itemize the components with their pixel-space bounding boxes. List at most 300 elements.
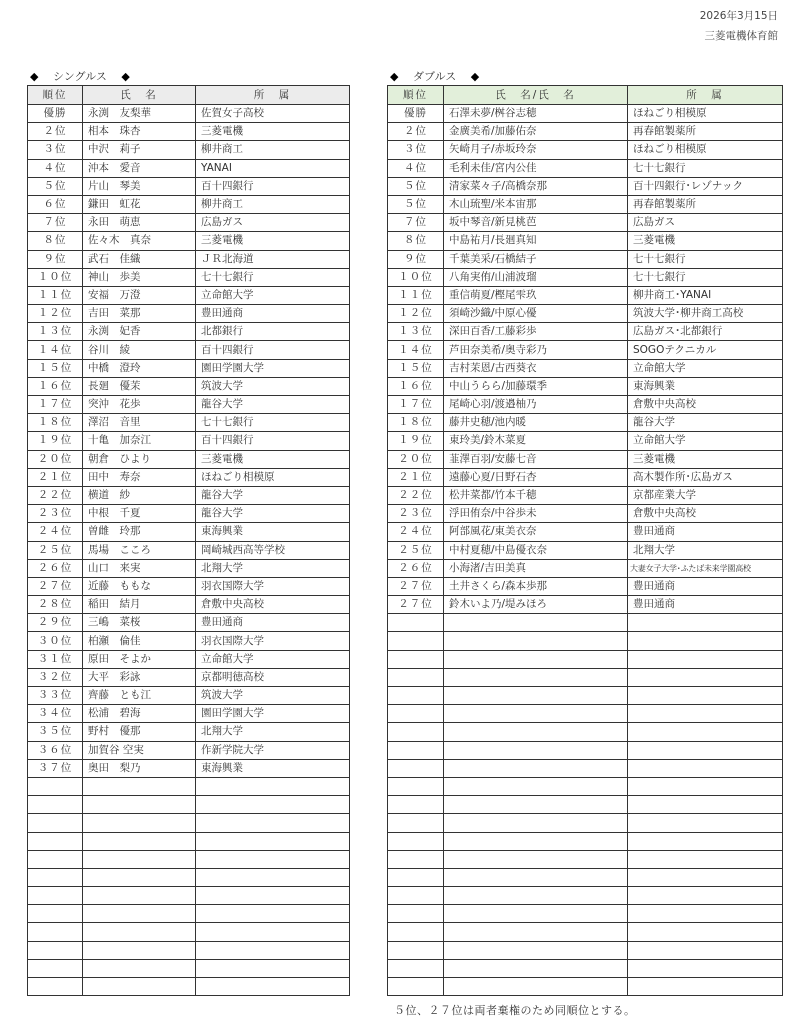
table-row — [28, 523, 350, 541]
table-row — [388, 468, 783, 486]
cell-name: 武石 佳織 — [83, 250, 196, 268]
cell-affiliation: 北都銀行 — [196, 323, 350, 341]
table-row — [388, 432, 783, 450]
cell-name — [83, 814, 196, 832]
cell-rank: ２２位 — [28, 486, 83, 504]
empty-row — [28, 850, 350, 868]
empty-row — [28, 941, 350, 959]
cell-name: 阿部風花/東美衣奈 — [444, 523, 628, 541]
cell-name: 須崎沙織/中原心優 — [444, 305, 628, 323]
cell-rank: ３２位 — [28, 668, 83, 686]
singles-section-title — [30, 68, 130, 84]
cell-rank — [28, 796, 83, 814]
cell-affiliation: 筑波大学 — [196, 377, 350, 395]
cell-affiliation: 広島ガス — [196, 214, 350, 232]
cell-affiliation: 三菱電機 — [196, 232, 350, 250]
empty-row — [388, 814, 783, 832]
cell-rank — [388, 814, 444, 832]
empty-row — [388, 723, 783, 741]
table-row — [28, 195, 350, 213]
cell-affiliation: 豊田通商 — [628, 596, 783, 614]
cell-rank — [28, 868, 83, 886]
cell-name: 尾崎心羽/渡邉柚乃 — [444, 396, 628, 414]
cell-affiliation: 龍谷大学 — [196, 505, 350, 523]
cell-name: 田中 寿奈 — [83, 468, 196, 486]
cell-rank: １４位 — [388, 341, 444, 359]
cell-name: 鎌田 虹花 — [83, 195, 196, 213]
cell-name — [444, 614, 628, 632]
empty-row — [28, 887, 350, 905]
table-row — [388, 105, 783, 123]
table-row — [28, 359, 350, 377]
cell-rank: １８位 — [28, 414, 83, 432]
diamond-icon: ◆ — [390, 70, 399, 83]
cell-name — [444, 959, 628, 977]
cell-rank — [388, 741, 444, 759]
cell-rank: ３０位 — [28, 632, 83, 650]
cell-affiliation: 豊田通商 — [196, 305, 350, 323]
empty-row — [388, 978, 783, 996]
cell-name: 長廻 優茉 — [83, 377, 196, 395]
cell-name — [444, 941, 628, 959]
cell-affiliation — [196, 796, 350, 814]
cell-name — [444, 687, 628, 705]
cell-name: 横道 紗 — [83, 486, 196, 504]
cell-name: 加賀谷 空実 — [83, 741, 196, 759]
table-row — [388, 396, 783, 414]
table-row — [28, 632, 350, 650]
cell-name: 柏瀬 倫佳 — [83, 632, 196, 650]
table-row — [28, 105, 350, 123]
cell-name: 中山うらら/加藤環季 — [444, 377, 628, 395]
empty-row — [388, 632, 783, 650]
cell-rank: １５位 — [388, 359, 444, 377]
cell-name — [444, 905, 628, 923]
cell-affiliation — [196, 850, 350, 868]
cell-affiliation — [628, 887, 783, 905]
cell-name — [444, 668, 628, 686]
cell-affiliation: 三菱電機 — [628, 450, 783, 468]
cell-name: 奥田 梨乃 — [83, 759, 196, 777]
cell-affiliation: 龍谷大学 — [628, 414, 783, 432]
cell-rank: 優勝 — [28, 105, 83, 123]
table-row — [28, 450, 350, 468]
cell-rank — [388, 777, 444, 795]
cell-rank — [388, 723, 444, 741]
cell-name: 土井さくら/森本歩那 — [444, 577, 628, 595]
cell-name: 突沖 花歩 — [83, 396, 196, 414]
column-header-name: 氏 名 — [83, 86, 196, 105]
cell-affiliation — [196, 814, 350, 832]
table-row — [388, 177, 783, 195]
cell-name — [444, 723, 628, 741]
cell-affiliation — [196, 777, 350, 795]
cell-rank: ５位 — [388, 195, 444, 213]
cell-name: 中村夏穂/中島優衣奈 — [444, 541, 628, 559]
cell-name: 稲田 結月 — [83, 596, 196, 614]
table-row — [28, 377, 350, 395]
cell-name: 深田百香/工藤彩歩 — [444, 323, 628, 341]
cell-rank: ８位 — [28, 232, 83, 250]
cell-rank: ３６位 — [28, 741, 83, 759]
cell-name: 石澤未夢/桝谷志穂 — [444, 105, 628, 123]
diamond-icon: ◆ — [121, 70, 130, 83]
cell-name — [83, 905, 196, 923]
cell-rank — [388, 850, 444, 868]
cell-affiliation — [196, 923, 350, 941]
cell-affiliation — [628, 978, 783, 996]
cell-rank — [28, 923, 83, 941]
cell-name: 東玲美/鈴木菜夏 — [444, 432, 628, 450]
cell-rank: ９位 — [388, 250, 444, 268]
cell-affiliation — [628, 650, 783, 668]
cell-name — [83, 796, 196, 814]
table-row — [388, 377, 783, 395]
cell-rank: ２位 — [28, 123, 83, 141]
cell-rank — [388, 687, 444, 705]
cell-rank: １３位 — [388, 323, 444, 341]
cell-name: 永渕 妃香 — [83, 323, 196, 341]
cell-name: 相本 珠杏 — [83, 123, 196, 141]
cell-affiliation: 佐賀女子高校 — [196, 105, 350, 123]
cell-name: 山口 来実 — [83, 559, 196, 577]
table-row — [28, 468, 350, 486]
cell-rank — [388, 668, 444, 686]
cell-affiliation: 東海興業 — [628, 377, 783, 395]
cell-rank — [28, 814, 83, 832]
cell-name — [444, 832, 628, 850]
cell-affiliation: 岡崎城西高等学校 — [196, 541, 350, 559]
table-row — [388, 559, 783, 577]
empty-row — [388, 759, 783, 777]
cell-affiliation: 羽衣国際大学 — [196, 632, 350, 650]
empty-row — [28, 923, 350, 941]
cell-name: 三嶋 菜桜 — [83, 614, 196, 632]
cell-rank — [388, 705, 444, 723]
cell-rank — [388, 887, 444, 905]
cell-name: 吉村茉恩/古西葵衣 — [444, 359, 628, 377]
cell-name — [83, 868, 196, 886]
cell-rank — [28, 905, 83, 923]
cell-affiliation — [628, 668, 783, 686]
table-row — [28, 341, 350, 359]
cell-affiliation: 羽衣国際大学 — [196, 577, 350, 595]
cell-affiliation: ほねごり相模原 — [628, 105, 783, 123]
cell-affiliation — [628, 705, 783, 723]
cell-affiliation: 龍谷大学 — [196, 396, 350, 414]
cell-affiliation — [628, 796, 783, 814]
cell-rank: ２５位 — [28, 541, 83, 559]
table-row — [28, 286, 350, 304]
cell-rank: ２６位 — [388, 559, 444, 577]
empty-row — [388, 777, 783, 795]
cell-rank: ２位 — [388, 123, 444, 141]
cell-name: 谷川 綾 — [83, 341, 196, 359]
cell-rank: ５位 — [28, 177, 83, 195]
cell-rank: ６位 — [28, 195, 83, 213]
table-row — [388, 323, 783, 341]
cell-affiliation — [628, 723, 783, 741]
cell-affiliation: 倉敷中央高校 — [196, 596, 350, 614]
table-row — [388, 232, 783, 250]
cell-affiliation: ＪＲ北海道 — [196, 250, 350, 268]
table-row — [28, 577, 350, 595]
cell-rank — [28, 978, 83, 996]
table-row — [28, 305, 350, 323]
cell-affiliation: 豊田通商 — [196, 614, 350, 632]
cell-rank: ３３位 — [28, 687, 83, 705]
table-row — [28, 668, 350, 686]
cell-affiliation: 筑波大学 — [196, 687, 350, 705]
cell-rank: １４位 — [28, 341, 83, 359]
cell-affiliation: 七十七銀行 — [196, 414, 350, 432]
cell-rank — [388, 759, 444, 777]
empty-row — [388, 923, 783, 941]
cell-name: 八角実侑/山浦波瑠 — [444, 268, 628, 286]
cell-rank — [28, 941, 83, 959]
empty-row — [388, 796, 783, 814]
cell-name: 佐々木 真奈 — [83, 232, 196, 250]
empty-row — [28, 832, 350, 850]
table-row — [388, 341, 783, 359]
cell-affiliation: 三菱電機 — [196, 123, 350, 141]
table-row — [388, 195, 783, 213]
cell-rank — [388, 923, 444, 941]
cell-name: 浮田侑奈/中谷歩未 — [444, 505, 628, 523]
cell-rank: ４位 — [28, 159, 83, 177]
cell-rank: ２４位 — [28, 523, 83, 541]
cell-affiliation — [628, 832, 783, 850]
cell-affiliation: SOGOテクニカル — [628, 341, 783, 359]
table-row — [28, 396, 350, 414]
event-venue: 三菱電機体育館 — [704, 30, 778, 42]
table-row — [388, 159, 783, 177]
empty-row — [388, 959, 783, 977]
footnote: ５位、２７位は両者棄権のため同順位とする。 — [394, 1004, 636, 1017]
cell-name — [444, 741, 628, 759]
cell-rank — [28, 832, 83, 850]
table-row — [28, 741, 350, 759]
cell-rank — [388, 632, 444, 650]
cell-affiliation: 広島ガス — [628, 214, 783, 232]
table-row — [388, 450, 783, 468]
cell-affiliation: 北翔大学 — [196, 559, 350, 577]
empty-row — [28, 796, 350, 814]
cell-name: 片山 琴美 — [83, 177, 196, 195]
empty-row — [388, 941, 783, 959]
cell-affiliation — [196, 832, 350, 850]
cell-affiliation: 百十四銀行 — [196, 432, 350, 450]
table-row — [388, 141, 783, 159]
table-header-row — [28, 86, 350, 105]
cell-name: 中沢 莉子 — [83, 141, 196, 159]
column-header-rank: 順位 — [388, 86, 444, 105]
cell-name — [444, 796, 628, 814]
cell-name — [444, 887, 628, 905]
cell-affiliation: 再春館製薬所 — [628, 123, 783, 141]
table-header-row — [388, 86, 783, 105]
column-header-affiliation: 所 属 — [196, 86, 350, 105]
cell-affiliation: 立命館大学 — [628, 432, 783, 450]
table-row — [388, 359, 783, 377]
singles-results-table — [27, 85, 350, 996]
cell-name — [444, 868, 628, 886]
cell-affiliation: 龍谷大学 — [196, 486, 350, 504]
cell-affiliation: 園田学園大学 — [196, 705, 350, 723]
cell-rank: ３４位 — [28, 705, 83, 723]
cell-name: 松井菜都/竹本千穂 — [444, 486, 628, 504]
cell-rank: ２１位 — [28, 468, 83, 486]
cell-affiliation: 作新学院大学 — [196, 741, 350, 759]
table-row — [28, 687, 350, 705]
cell-rank: ２３位 — [28, 505, 83, 523]
cell-rank: ２０位 — [388, 450, 444, 468]
table-row — [28, 141, 350, 159]
cell-name: 齊藤 とも江 — [83, 687, 196, 705]
table-row — [388, 214, 783, 232]
cell-affiliation — [628, 632, 783, 650]
cell-rank: １１位 — [28, 286, 83, 304]
cell-affiliation: 再春館製薬所 — [628, 195, 783, 213]
cell-rank: １３位 — [28, 323, 83, 341]
cell-name: 原田 そよか — [83, 650, 196, 668]
cell-name — [83, 850, 196, 868]
table-row — [28, 214, 350, 232]
cell-name: 重信萌夏/樫尾雫玖 — [444, 286, 628, 304]
cell-rank — [388, 614, 444, 632]
cell-name: 木山琉聖/米本宙那 — [444, 195, 628, 213]
doubles-results-table — [387, 85, 783, 996]
table-row — [388, 305, 783, 323]
cell-rank: ３７位 — [28, 759, 83, 777]
cell-rank — [388, 959, 444, 977]
cell-name — [83, 941, 196, 959]
cell-affiliation: 七十七銀行 — [628, 159, 783, 177]
table-row — [388, 523, 783, 541]
cell-rank — [388, 941, 444, 959]
cell-rank: 優勝 — [388, 105, 444, 123]
cell-rank: １２位 — [388, 305, 444, 323]
empty-row — [388, 687, 783, 705]
cell-rank — [388, 796, 444, 814]
cell-name — [83, 959, 196, 977]
table-row — [28, 268, 350, 286]
cell-affiliation: 百十四銀行 — [196, 177, 350, 195]
cell-name — [444, 705, 628, 723]
empty-row — [388, 832, 783, 850]
cell-rank: ３１位 — [28, 650, 83, 668]
cell-affiliation: 立命館大学 — [628, 359, 783, 377]
empty-row — [388, 614, 783, 632]
cell-affiliation: YANAI — [196, 159, 350, 177]
cell-name: 韮澤百羽/安藤七音 — [444, 450, 628, 468]
table-row — [388, 414, 783, 432]
doubles-section-title — [390, 68, 479, 84]
cell-rank — [388, 978, 444, 996]
table-row — [28, 232, 350, 250]
cell-name: 中根 千夏 — [83, 505, 196, 523]
cell-rank: ５位 — [388, 177, 444, 195]
cell-affiliation: 広島ガス･北都銀行 — [628, 323, 783, 341]
cell-rank: ２７位 — [388, 596, 444, 614]
cell-rank: ７位 — [388, 214, 444, 232]
cell-name: 近藤 ももな — [83, 577, 196, 595]
cell-name: 毛利未佳/宮内公佳 — [444, 159, 628, 177]
cell-name: 沖本 愛音 — [83, 159, 196, 177]
cell-affiliation — [196, 887, 350, 905]
cell-rank: １６位 — [28, 377, 83, 395]
cell-rank: ２３位 — [388, 505, 444, 523]
cell-rank: １１位 — [388, 286, 444, 304]
diamond-icon: ◆ — [470, 70, 480, 83]
cell-affiliation: 百十四銀行 — [196, 341, 350, 359]
cell-affiliation — [628, 923, 783, 941]
cell-affiliation — [196, 941, 350, 959]
cell-name: 矢崎月子/赤坂玲奈 — [444, 141, 628, 159]
column-header-affiliation: 所 属 — [628, 86, 783, 105]
empty-row — [388, 705, 783, 723]
singles-title: シングルス — [52, 70, 107, 83]
cell-affiliation — [628, 850, 783, 868]
cell-name: 松浦 碧海 — [83, 705, 196, 723]
table-row — [388, 596, 783, 614]
cell-rank — [388, 650, 444, 668]
cell-name — [444, 850, 628, 868]
table-row — [28, 432, 350, 450]
cell-affiliation — [628, 905, 783, 923]
cell-name: 中島祐月/長廻真知 — [444, 232, 628, 250]
cell-name: 千葉美采/石橋結子 — [444, 250, 628, 268]
cell-rank — [388, 905, 444, 923]
cell-name: 曽雌 玲那 — [83, 523, 196, 541]
cell-affiliation: 京都産業大学 — [628, 486, 783, 504]
cell-affiliation — [628, 868, 783, 886]
cell-name: 永渕 友梨華 — [83, 105, 196, 123]
cell-rank: ２８位 — [28, 596, 83, 614]
table-row — [28, 505, 350, 523]
table-row — [28, 323, 350, 341]
table-row — [388, 250, 783, 268]
cell-rank — [28, 959, 83, 977]
event-date: 2026年3月15日 — [699, 10, 778, 22]
table-row — [388, 577, 783, 595]
cell-name: 野村 優那 — [83, 723, 196, 741]
cell-affiliation: 豊田通商 — [628, 577, 783, 595]
cell-affiliation: 筑波大学･柳井商工高校 — [628, 305, 783, 323]
table-row — [388, 486, 783, 504]
empty-row — [388, 668, 783, 686]
cell-affiliation: 立命館大学 — [196, 286, 350, 304]
cell-name — [444, 759, 628, 777]
table-row — [28, 596, 350, 614]
empty-row — [388, 650, 783, 668]
table-row — [28, 650, 350, 668]
cell-affiliation — [628, 614, 783, 632]
empty-row — [28, 959, 350, 977]
cell-rank: １０位 — [28, 268, 83, 286]
empty-row — [388, 905, 783, 923]
table-row — [28, 541, 350, 559]
cell-affiliation — [196, 868, 350, 886]
table-row — [28, 159, 350, 177]
cell-rank: １０位 — [388, 268, 444, 286]
cell-name: 藤井史穂/池内暖 — [444, 414, 628, 432]
cell-name: 坂中琴音/新見桃芭 — [444, 214, 628, 232]
cell-rank — [388, 868, 444, 886]
cell-affiliation — [628, 687, 783, 705]
cell-rank: ２１位 — [388, 468, 444, 486]
cell-rank: １７位 — [28, 396, 83, 414]
